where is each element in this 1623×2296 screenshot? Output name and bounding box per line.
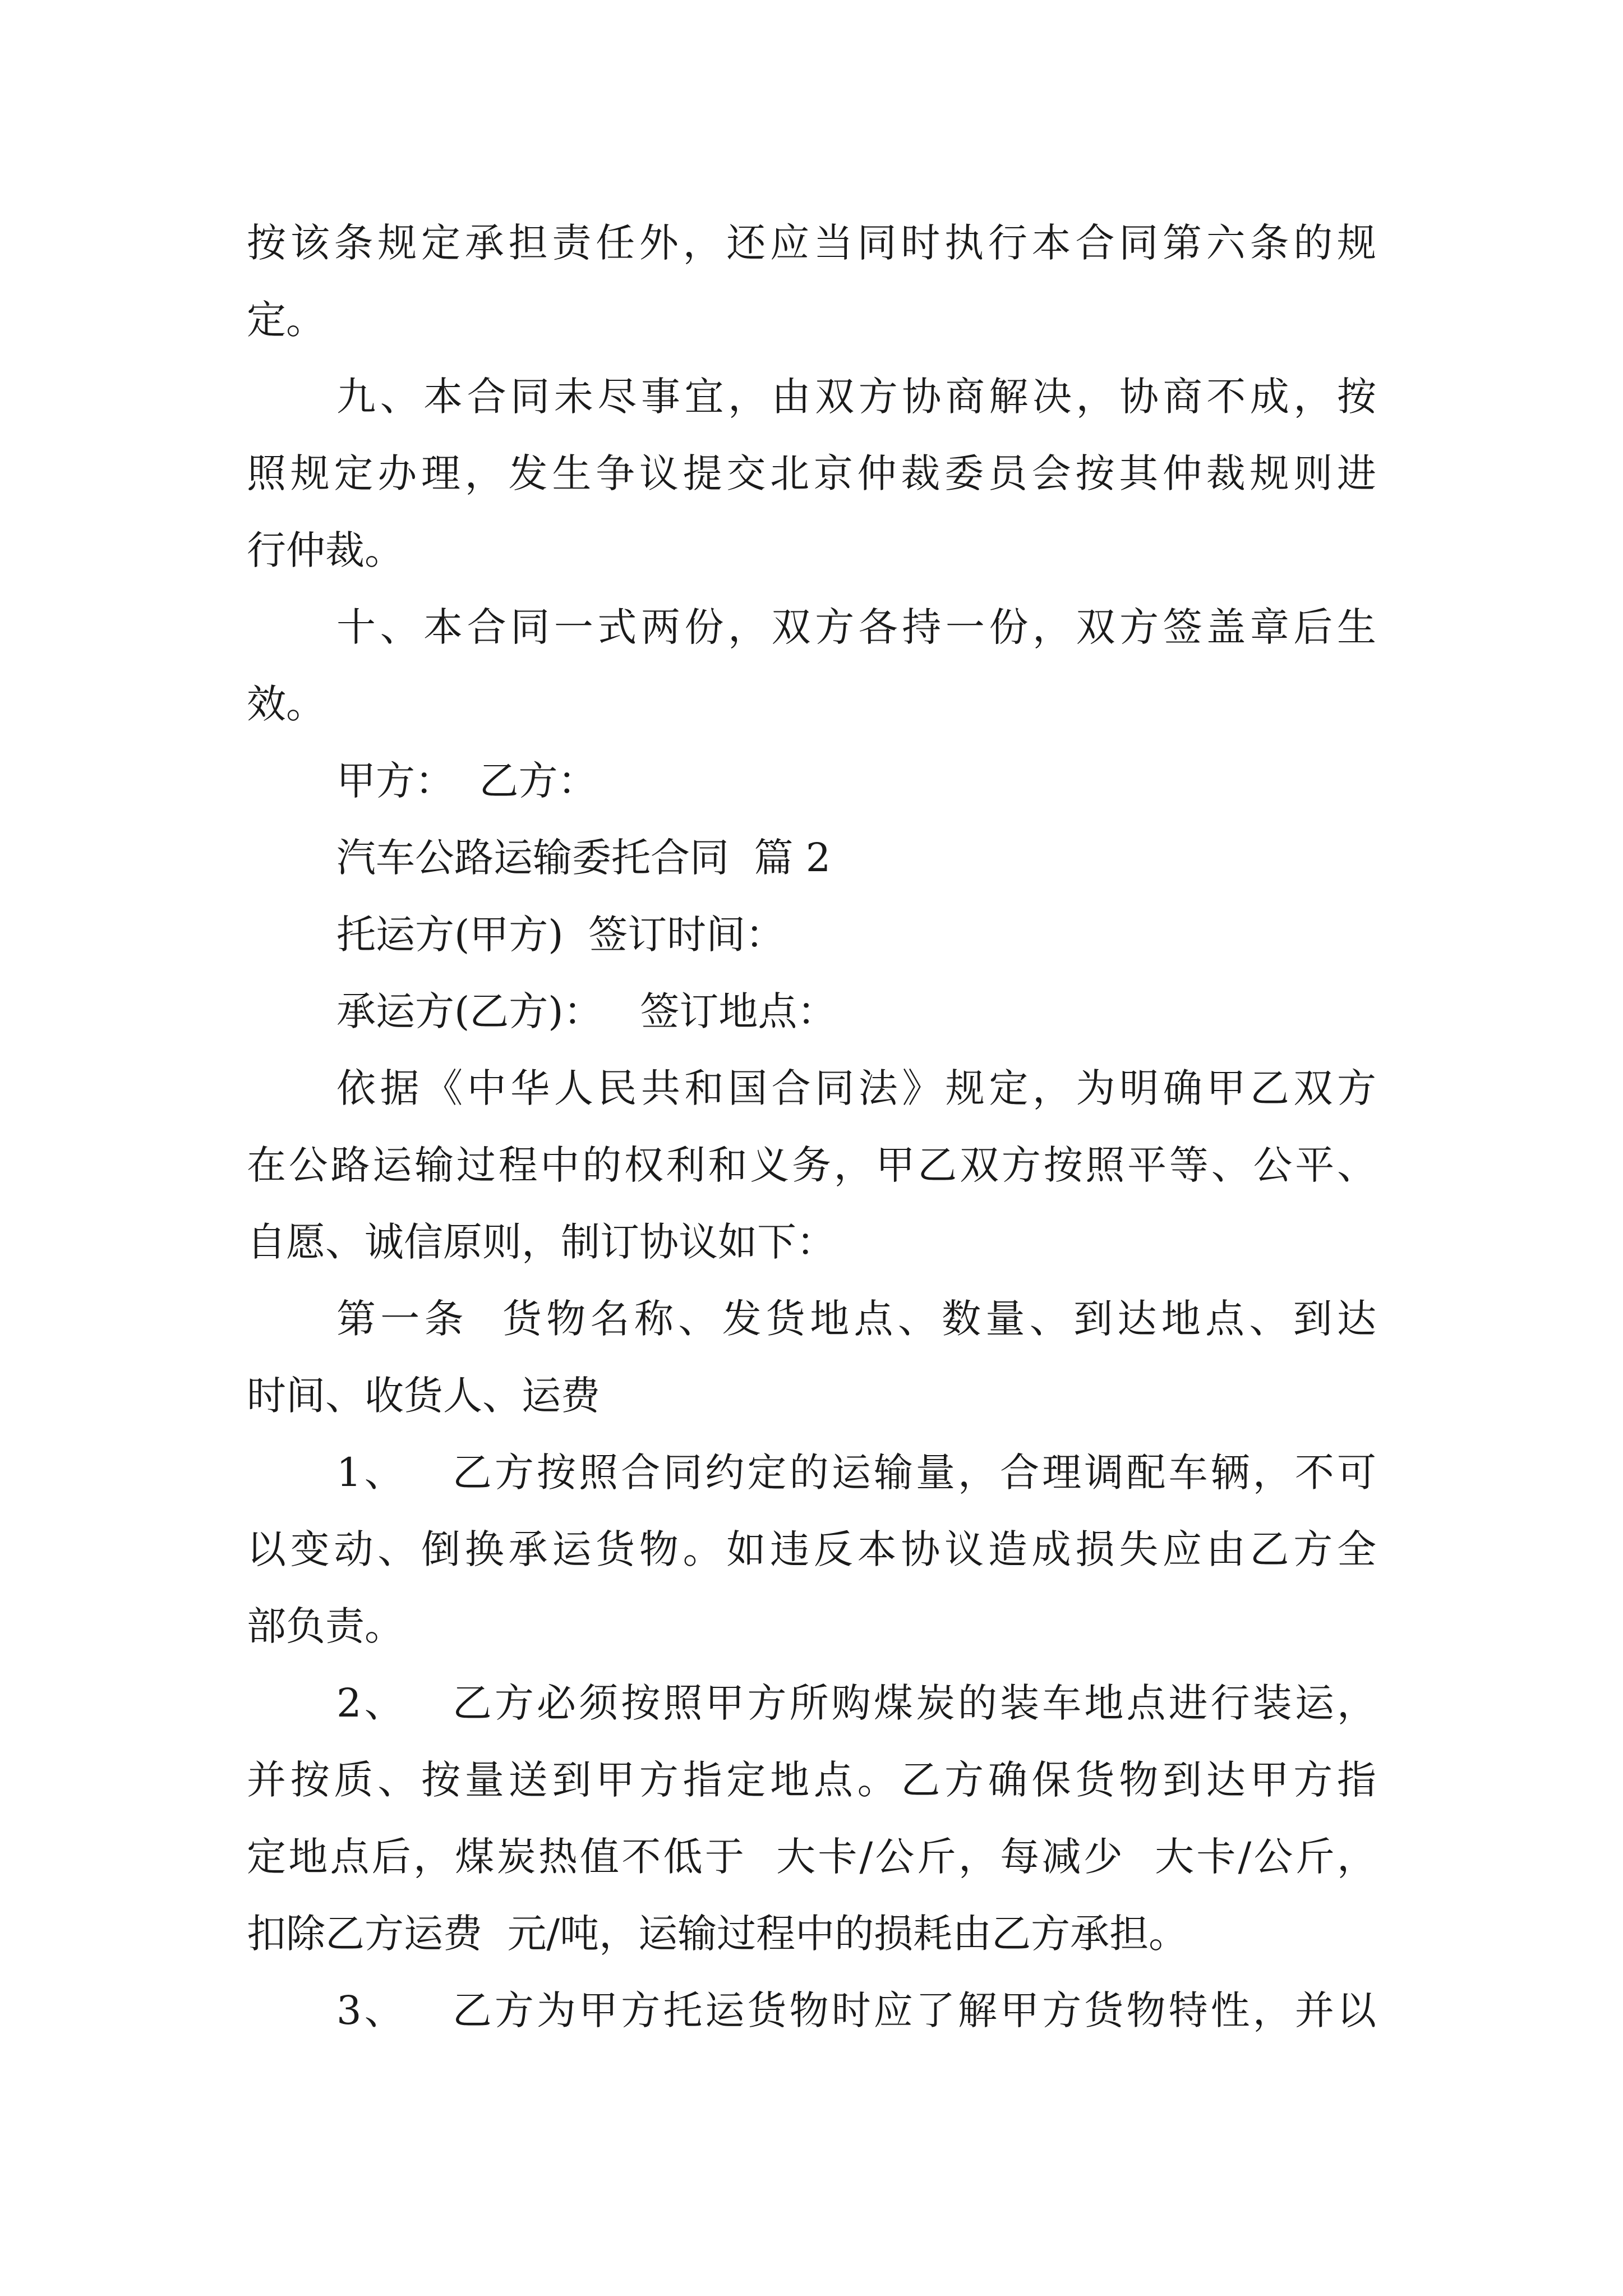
body-text-line: 自愿、诚信原则，制订协议如下：: [247, 1219, 836, 1265]
body-text-line: 并按质、按量送到甲方指定地点。乙方确保货物到达甲方指: [247, 1757, 1376, 1803]
item-two-line: 2、 乙方必须按照甲方所购煤炭的装车地点进行装运，: [336, 1680, 1376, 1726]
body-text-line: 定地点后，煤炭热值不低于 大卡/公斤，每减少 大卡/公斤，: [247, 1834, 1376, 1880]
item-three-line: 3、 乙方为甲方托运货物时应了解甲方货物特性，并以: [336, 1987, 1376, 2033]
body-text-line: 按该条规定承担责任外，还应当同时执行本合同第六条的规: [247, 220, 1376, 266]
item-one-line: 1、 乙方按照合同约定的运输量，合理调配车辆，不可: [336, 1450, 1376, 1496]
signature-parties-line: 甲方： 乙方：: [336, 758, 597, 804]
body-text-line: 在公路运输过程中的权利和义务，甲乙双方按照平等、公平、: [247, 1142, 1376, 1188]
body-text-line: 以变动、倒换承运货物。如违反本协议造成损失应由乙方全: [247, 1526, 1376, 1572]
body-text-line: 效。: [247, 681, 325, 727]
carrier-line: 承运方(乙方)： 签订地点：: [336, 988, 837, 1034]
body-text-line: 定。: [247, 297, 325, 343]
body-text-line: 照规定办理，发生争议提交北京仲裁委员会按其仲裁规则进: [247, 450, 1376, 496]
body-text-line: 扣除乙方运费 元/吨，运输过程中的损耗由乙方承担。: [247, 1911, 1188, 1957]
article-one-heading: 第一条 货物名称、发货地点、数量、到达地点、到达: [336, 1296, 1376, 1342]
body-text-line: 行仲裁。: [247, 527, 404, 573]
clause-nine-line: 九、本合同未尽事宜，由双方协商解决，协商不成，按: [336, 374, 1376, 420]
section-heading: 汽车公路运输委托合同 篇 2: [336, 835, 831, 881]
preamble-line: 依据《中华人民共和国合同法》规定，为明确甲乙双方: [336, 1065, 1376, 1111]
body-text-line: 部负责。: [247, 1603, 404, 1649]
clause-ten-line: 十、本合同一式两份，双方各持一份，双方签盖章后生: [336, 604, 1376, 650]
shipper-line: 托运方(甲方) 签订时间：: [336, 912, 785, 958]
body-text-line: 时间、收货人、运费: [247, 1373, 600, 1419]
